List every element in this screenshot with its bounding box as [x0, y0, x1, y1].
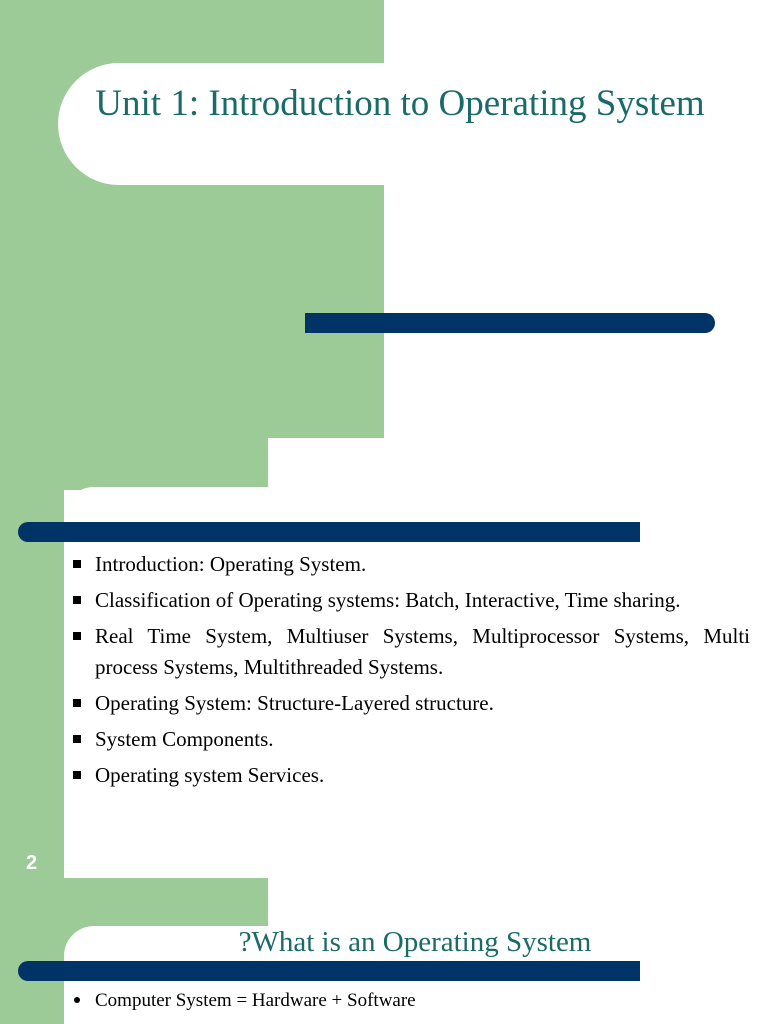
square-bullet-icon	[73, 771, 81, 779]
list-item: System Components.	[70, 724, 750, 755]
list-item: Operating System: Structure-Layered structure.	[70, 688, 750, 719]
list-item: Computer System = Hardware + Software	[72, 987, 752, 1015]
round-bullet-icon	[74, 997, 80, 1003]
slide2-bullet-list	[70, 549, 750, 796]
square-bullet-icon	[73, 735, 81, 743]
list-item: Classification of Operating systems: Batch, Interactive, Time sharing.	[70, 585, 750, 616]
slide3-title: ?What is an Operating System	[238, 926, 592, 958]
square-bullet-icon	[73, 699, 81, 707]
square-bullet-icon	[73, 596, 81, 604]
slide1-accent-bar	[305, 313, 715, 333]
square-bullet-icon	[73, 560, 81, 568]
slide-number: 2	[26, 852, 38, 874]
list-item: Introduction: Operating System.	[70, 549, 750, 580]
slide3-accent-bar	[18, 961, 640, 981]
slide2-accent-bar	[18, 522, 640, 542]
list-item: Real Time System, Multiuser Systems, Multiprocessor Systems, Multi process Systems, Multithreaded Systems.	[70, 621, 750, 683]
square-bullet-icon	[73, 632, 81, 640]
slide2-green-left	[0, 490, 64, 878]
slide1-green-strip	[0, 438, 268, 490]
slide3-bullet-list	[72, 987, 752, 1015]
list-item: Operating system Services.	[70, 760, 750, 791]
slide-title: Unit 1: Introduction to Operating System	[95, 83, 705, 124]
